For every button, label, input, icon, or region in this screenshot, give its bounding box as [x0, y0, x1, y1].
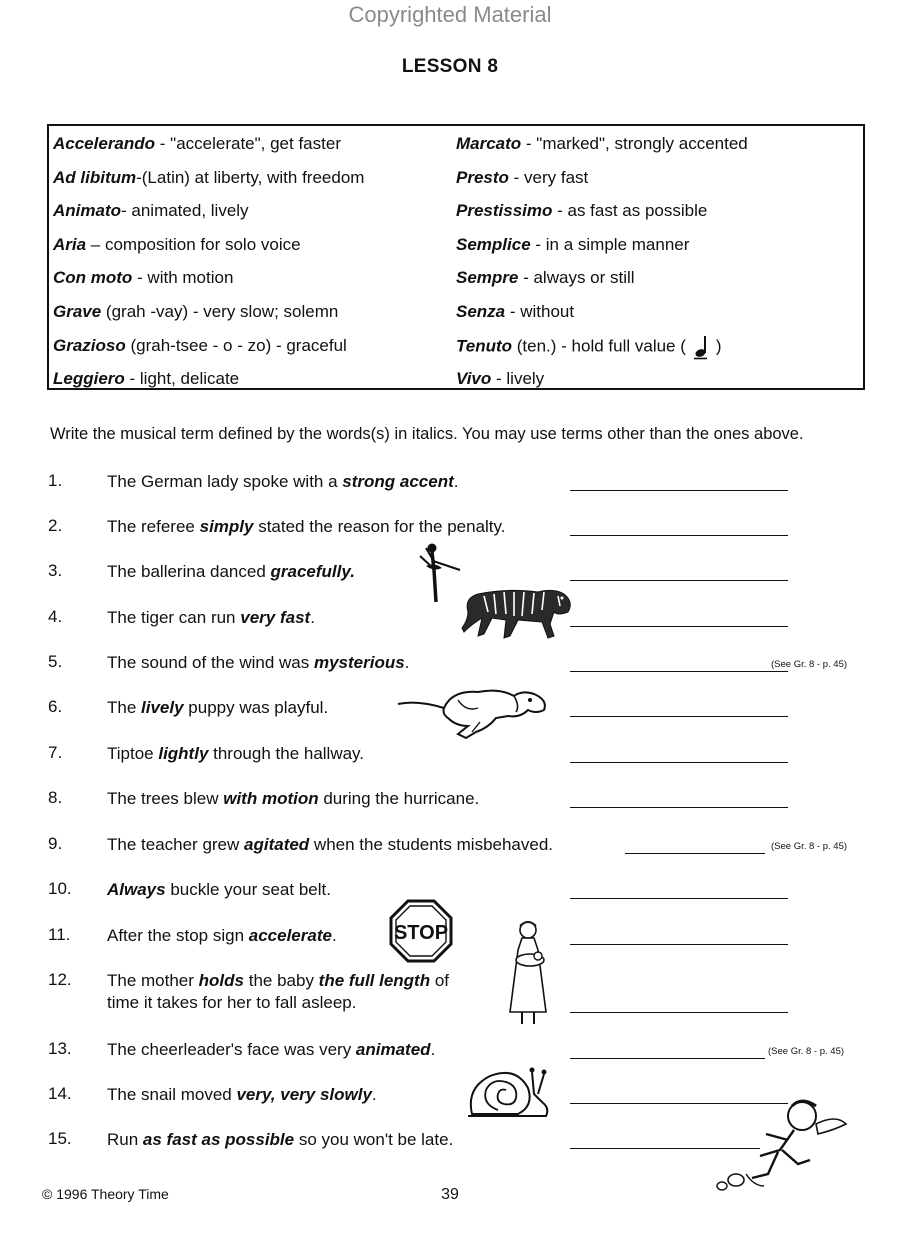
glossary-left-column	[53, 132, 448, 401]
running-boy-illustration	[706, 1094, 856, 1194]
question-5: 5. The sound of the wind was mysterious. (See Gr. 8 - p. 45)	[48, 652, 848, 672]
glossary-entry: Vivo - lively	[456, 369, 545, 389]
mother-holding-baby-illustration	[500, 920, 556, 1030]
answer-line[interactable]	[570, 671, 788, 672]
answer-line[interactable]	[570, 944, 788, 945]
answer-line[interactable]	[570, 580, 788, 581]
stop-sign-text: STOP	[393, 922, 449, 944]
glossary-entry: Prestissimo - as fast as possible	[456, 201, 708, 221]
see-reference-note: (See Gr. 8 - p. 45)	[768, 1046, 845, 1057]
question-10: 10. Always buckle your seat belt.	[0, 879, 900, 919]
see-reference-note: (See Gr. 8 - p. 45)	[771, 841, 848, 852]
glossary-entry: Aria – composition for solo voice	[53, 234, 301, 254]
puppy-illustration	[396, 682, 552, 744]
question-7: 7. Tiptoe lightly through the hallway.	[0, 743, 900, 783]
glossary-entry: Leggiero - light, delicate	[53, 369, 240, 389]
glossary-entry: Marcato - "marked", strongly accented	[456, 134, 748, 153]
page-number: 39	[441, 1186, 459, 1203]
glossary-entry: Animato- animated, lively	[53, 201, 249, 221]
glossary-entry: Sempre - always or still	[456, 268, 635, 288]
question-15: 15. Run as fast as possible so you won't be late.	[0, 1129, 900, 1169]
answer-line[interactable]	[570, 535, 788, 536]
question-14: 14. The snail moved very, very slowly.	[0, 1084, 900, 1124]
answer-line[interactable]	[570, 1058, 765, 1059]
lesson-title: LESSON 8	[401, 56, 499, 77]
footer-copyright: © 1996 Theory Time	[42, 1186, 169, 1202]
glossary-entry: Presto - very fast	[456, 167, 589, 187]
question-13: 13. The cheerleader's face was very animated. (See Gr. 8 - p. 45)	[48, 1039, 845, 1059]
answer-line[interactable]	[570, 626, 788, 627]
tenuto-note-icon	[690, 334, 712, 360]
answer-line[interactable]	[570, 898, 788, 899]
glossary-entry: Semplice - in a simple manner	[456, 234, 690, 254]
tiger-illustration	[458, 584, 574, 642]
see-reference-note: (See Gr. 8 - p. 45)	[771, 659, 848, 670]
glossary-box	[47, 124, 865, 390]
answer-line[interactable]	[570, 716, 788, 717]
ballerina-illustration	[412, 542, 464, 604]
glossary-entry: Grave (grah -vay) - very slow; solemn	[53, 301, 339, 321]
glossary-entry-tenuto: Tenuto (ten.) - hold full value ( )	[456, 334, 861, 368]
question-8: 8. The trees blew with motion during the hurricane.	[0, 788, 900, 828]
question-3: 3. The ballerina danced gracefully.	[0, 561, 900, 601]
question-1: 1. The German lady spoke with a strong accent.	[0, 471, 900, 511]
snail-illustration	[462, 1058, 552, 1122]
glossary-entry: Accelerando - "accelerate", get faster	[53, 134, 341, 153]
answer-line[interactable]	[625, 853, 765, 854]
question-9: 9. The teacher grew agitated when the students misbehaved. (See Gr. 8 - p. 45)	[48, 834, 848, 854]
glossary-entry: Grazioso (grah-tsee - o - zo) - graceful	[53, 335, 347, 355]
answer-line[interactable]	[570, 807, 788, 808]
copyright-watermark: Copyrighted Material	[348, 2, 552, 27]
question-6: 6. The lively puppy was playful.	[0, 697, 900, 737]
instructions: Write the musical term defined by the words(s) in italics. You may use terms other than the ones above.	[50, 425, 804, 443]
stop-sign-illustration	[388, 898, 454, 964]
question-4: 4. The tiger can run very fast.	[0, 607, 900, 647]
answer-line[interactable]	[570, 762, 788, 763]
glossary-entry: Con moto - with motion	[53, 268, 234, 288]
glossary-right-column	[456, 132, 861, 401]
question-12: 12. The mother holds the baby the full length of time it takes for her to fall asleep.	[0, 970, 900, 1020]
glossary-entry: Senza - without	[456, 301, 575, 321]
question-11: 11. After the stop sign accelerate.	[0, 925, 900, 965]
answer-line[interactable]	[570, 1012, 788, 1013]
question-2: 2. The referee simply stated the reason for the penalty.	[0, 516, 900, 556]
answer-line[interactable]	[570, 490, 788, 491]
glossary-entry: Ad libitum-(Latin) at liberty, with freedom	[53, 167, 365, 187]
